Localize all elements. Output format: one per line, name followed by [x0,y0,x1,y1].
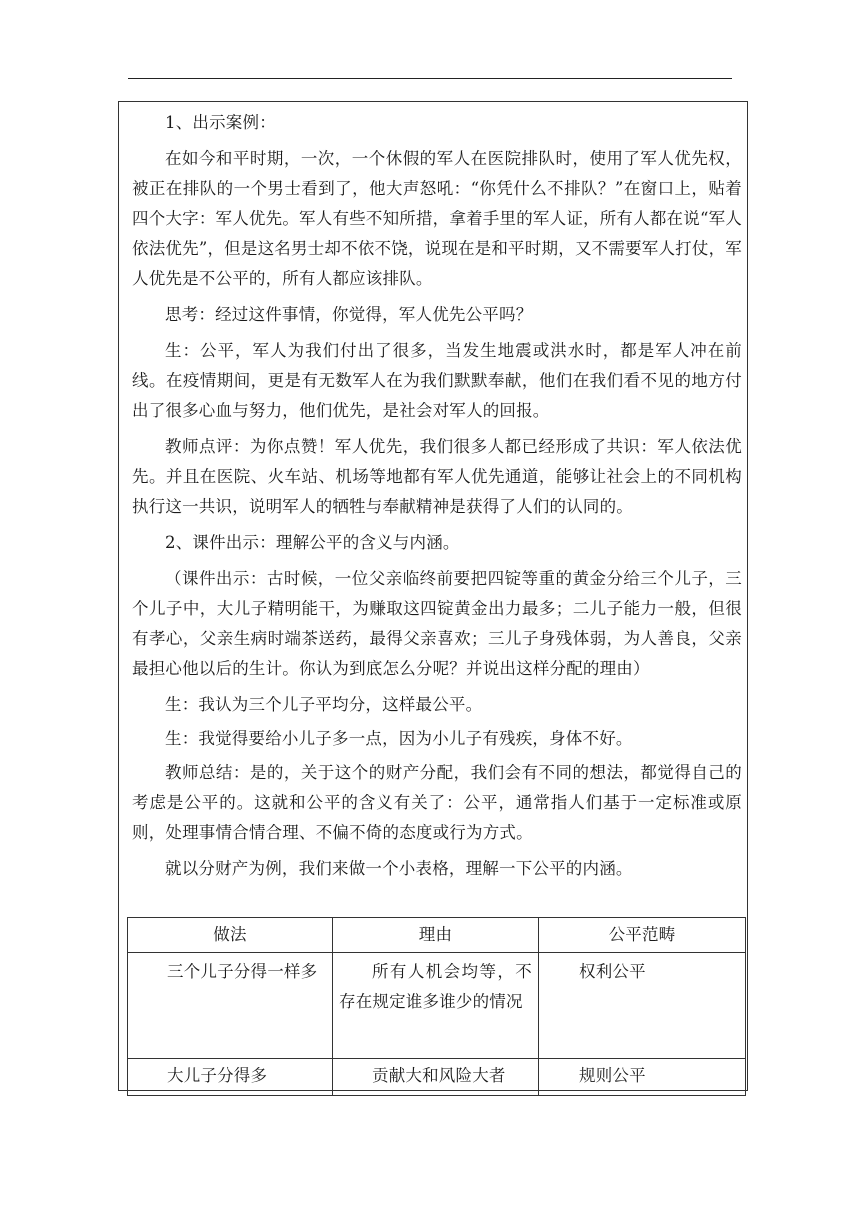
table-row [128,953,746,1059]
header-rule [128,78,732,79]
table-header-row [128,918,746,953]
paragraph-student-answer: 生：公平，军人为我们付出了很多，当发生地震或洪水时，都是军人冲在前线。在疫情期间，更是有无数军人在为我们默默奉献，他们在我们看不见的地方付出了很多心血与努力，他们优先，是社会对军人的回报。 [132,341,742,420]
paragraph-courseware-title: 2、课件出示：理解公平的含义与内涵。 [165,533,460,552]
paragraph-student-answer-1: 生：我认为三个儿子平均分，这样最公平。 [165,695,483,714]
paragraph-question: 思考：经过这件事情，你觉得，军人优先公平吗？ [165,305,533,324]
fairness-table [127,917,746,1096]
table-header-cell: 理由 [333,918,539,953]
lesson-content [132,108,742,890]
paragraph-table-intro: 就以分财产为例，我们来做一个小表格，理解一下公平的内涵。 [165,859,633,878]
table-cell: 三个儿子分得一样多 [128,953,333,1059]
table-row [128,1059,746,1096]
paragraph-teacher-summary: 教师总结：是的，关于这个的财产分配，我们会有不同的想法，都觉得自己的考虑是公平的。这就和公平的含义有关了：公平，通常指人们基于一定标准或原则，处理事情合情合理、不偏不倚的态度或行为方式。 [132,763,742,842]
table-cell: 贡献大和风险大者 [333,1059,539,1096]
table-cell: 大儿子分得多 [128,1059,333,1096]
paragraph-case-story: 在如今和平时期，一次，一个休假的军人在医院排队时，使用了军人优先权，被正在排队的一个男士看到了，他大声怒吼：“你凭什么不排队？”在窗口上，贴着四个大字：军人优先。军人有些不知所措，拿着手里的军人证，所有人都在说“军人依法优先”，但是这名男士却不依不饶，说现在是和平时期，又不需要军人打仗，军人优先是不公平的，所有人都应该排队。 [132,149,742,288]
paragraph-courseware-story: （课件出示：古时候，一位父亲临终前要把四锭等重的黄金分给三个儿子，三个儿子中，大儿子精明能干，为赚取这四锭黄金出力最多；二儿子能力一般，但很有孝心，父亲生病时端茶送药，最得父亲喜欢；三儿子身残体弱，为人善良，父亲最担心他以后的生计。你认为到底怎么分呢？并说出这样分配的理由） [132,569,742,678]
table-cell: 权利公平 [539,953,746,1059]
paragraph-teacher-comment: 教师点评：为你点赞！军人优先，我们很多人都已经形成了共识：军人依法优先。并且在医院、火车站、机场等地都有军人优先通道，能够让社会上的不同机构执行这一共识，说明军人的牺牲与奉献精神是获得了人们的认同的。 [132,437,742,516]
table-cell: 规则公平 [539,1059,746,1096]
table-header-cell: 做法 [128,918,333,953]
paragraph-student-answer-2: 生：我觉得要给小儿子多一点，因为小儿子有残疾，身体不好。 [165,729,633,748]
paragraph-case-title: 1、出示案例： [165,113,276,132]
table-header-cell: 公平范畴 [539,918,746,953]
table-cell: 所有人机会均等，不存在规定谁多谁少的情况 [333,953,539,1059]
